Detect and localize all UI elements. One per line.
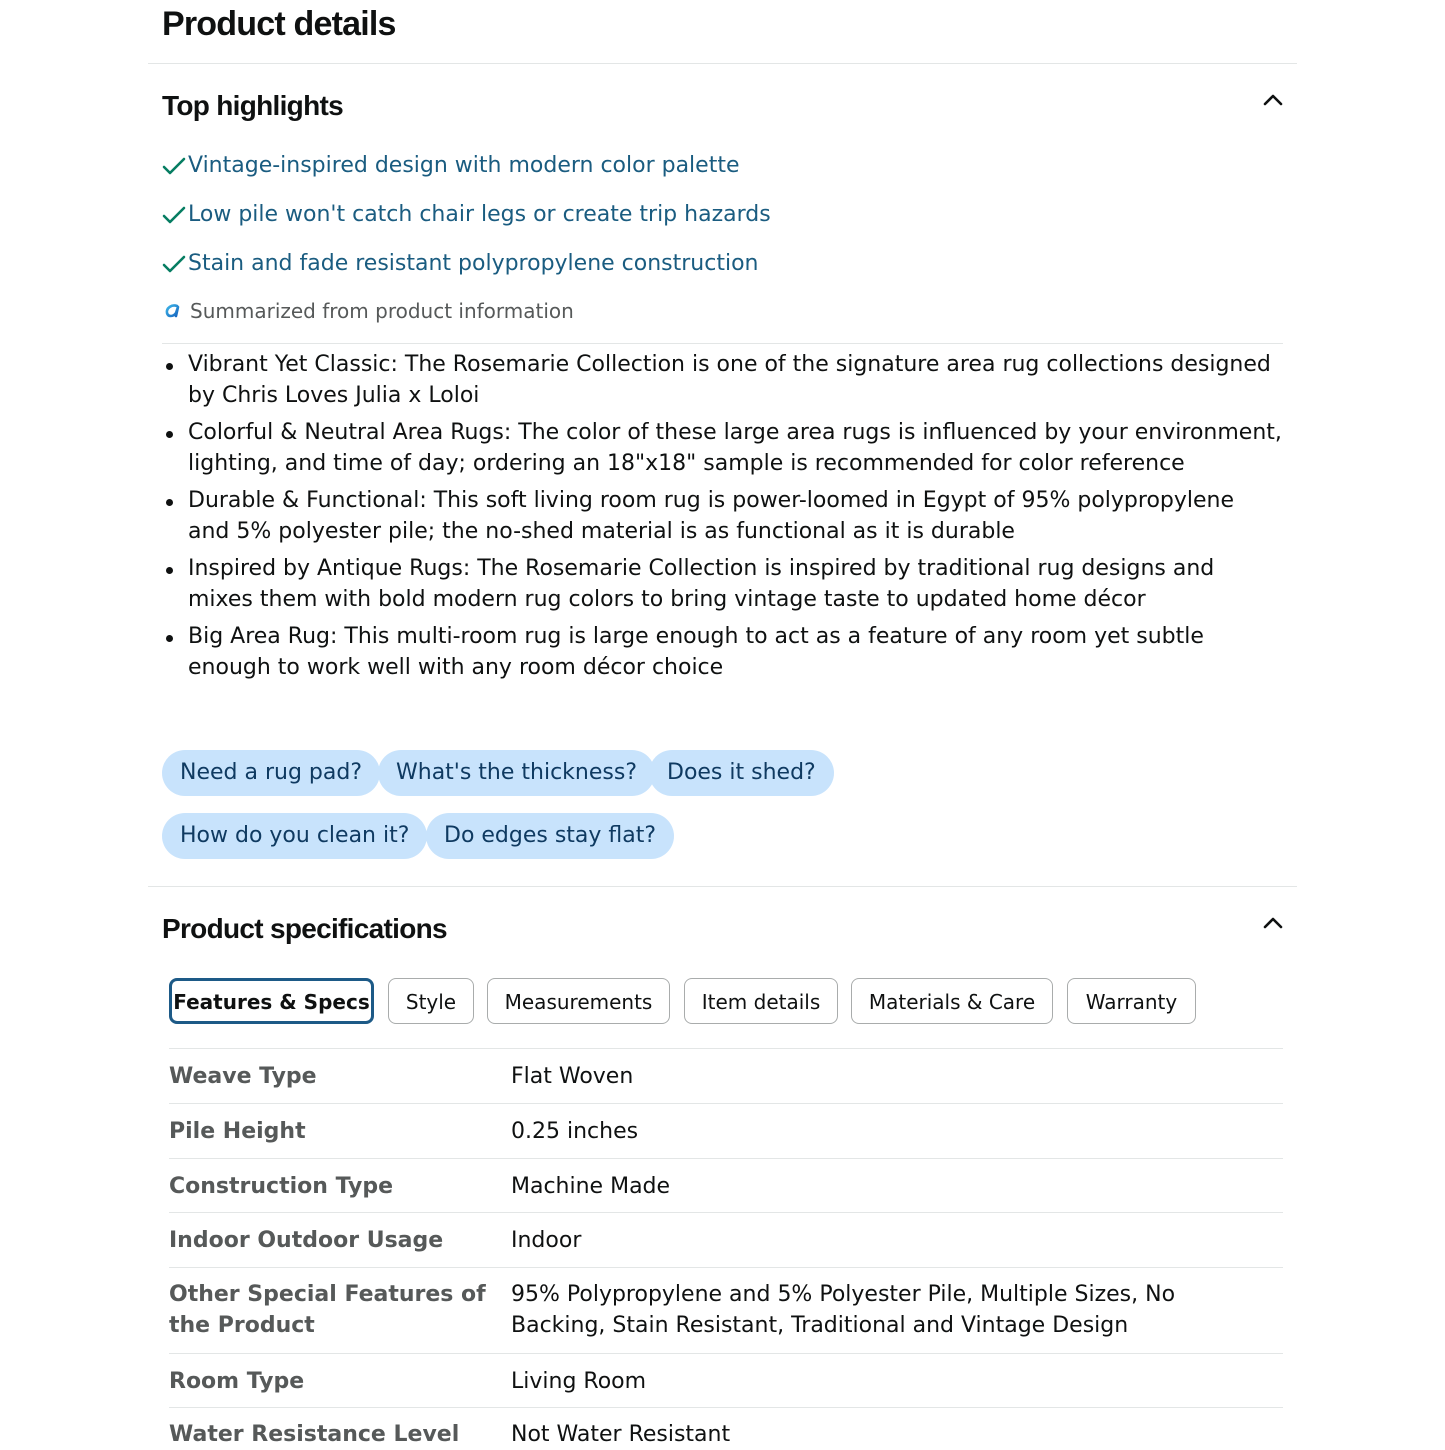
list-item: Big Area Rug: This multi-room rug is large enough to act as a feature of any room yet subtle enough to work well with any room décor choice [162, 621, 1282, 683]
spec-key: Construction Type [169, 1174, 393, 1199]
spec-value: Not Water Resistant [511, 1422, 731, 1447]
question-chip[interactable]: How do you clean it? [162, 813, 427, 859]
page-title: Product details [162, 5, 396, 43]
question-chip[interactable]: What's the thickness? [378, 750, 655, 796]
divider [162, 343, 1283, 344]
list-item: Vibrant Yet Classic: The Rosemarie Collection is one of the signature area rug collections designed by Chris Loves Julia x Loloi [162, 349, 1282, 411]
table-row [169, 1353, 1283, 1407]
tab-features-specs[interactable]: Features & Specs [169, 978, 374, 1024]
question-chip[interactable]: Does it shed? [649, 750, 834, 796]
list-item: Inspired by Antique Rugs: The Rosemarie Collection is inspired by traditional rug designs and mixes them with bold modern rug colors to bring vintage taste to updated home décor [162, 553, 1282, 615]
ai-summary-note [162, 296, 574, 326]
list-item: Durable & Functional: This soft living room rug is power-loomed in Egypt of 95% polypropylene and 5% polyester pile; the no-shed material is as functional as it is durable [162, 485, 1282, 547]
table-row [169, 1158, 1283, 1212]
top-highlights-title: Top highlights [162, 90, 343, 121]
table-row [169, 1267, 1283, 1353]
highlight-item [162, 200, 771, 230]
chevron-up-icon[interactable] [1259, 86, 1287, 114]
spec-value: 95% Polypropylene and 5% Polyester Pile, Multiple Sizes, No Backing, Stain Resistant, Traditional and Vintage Design [511, 1282, 1176, 1338]
spec-key: Room Type [169, 1369, 305, 1394]
spec-value: Living Room [511, 1369, 647, 1394]
spec-value: Indoor [511, 1228, 582, 1253]
spec-key: Weave Type [169, 1064, 317, 1089]
highlight-text: Low pile won't catch chair legs or create trip hazards [188, 202, 771, 227]
divider [148, 886, 1297, 887]
chevron-up-icon[interactable] [1259, 909, 1287, 937]
table-row [169, 1212, 1283, 1267]
tab-style[interactable]: Style [388, 978, 474, 1024]
question-chip[interactable]: Do edges stay flat? [426, 813, 674, 859]
check-icon [162, 154, 186, 178]
check-icon [162, 252, 186, 276]
check-icon [162, 203, 186, 227]
spec-key: Water Resistance Level [169, 1422, 460, 1447]
ai-sparkle-icon [162, 300, 184, 322]
tab-item-details[interactable]: Item details [684, 978, 838, 1024]
list-item: Colorful & Neutral Area Rugs: The color of these large area rugs is influenced by your environment, lighting, and time of day; ordering an 18"x18" sample is recommended for color reference [162, 417, 1282, 479]
tab-measurements[interactable]: Measurements [487, 978, 670, 1024]
spec-value: Flat Woven [511, 1064, 634, 1089]
highlight-item [162, 249, 759, 279]
highlight-item [162, 151, 740, 181]
summary-text: Summarized from product information [190, 299, 574, 323]
table-row [169, 1103, 1283, 1158]
highlight-text: Vintage-inspired design with modern color palette [188, 153, 740, 178]
tab-warranty[interactable]: Warranty [1067, 978, 1196, 1024]
question-chip[interactable]: Need a rug pad? [162, 750, 380, 796]
table-row [169, 1048, 1283, 1103]
spec-key: Other Special Features of the Product [169, 1282, 486, 1338]
highlight-text: Stain and fade resistant polypropylene construction [188, 251, 759, 276]
product-specifications-title: Product specifications [162, 913, 447, 944]
spec-value: Machine Made [511, 1174, 671, 1199]
divider [148, 63, 1297, 64]
spec-value: 0.25 inches [511, 1119, 639, 1144]
table-row [169, 1407, 1283, 1445]
spec-table [169, 1048, 1283, 1445]
spec-key: Indoor Outdoor Usage [169, 1228, 444, 1253]
tab-materials-care[interactable]: Materials & Care [851, 978, 1053, 1024]
feature-bullets [162, 349, 1282, 689]
spec-key: Pile Height [169, 1119, 306, 1144]
